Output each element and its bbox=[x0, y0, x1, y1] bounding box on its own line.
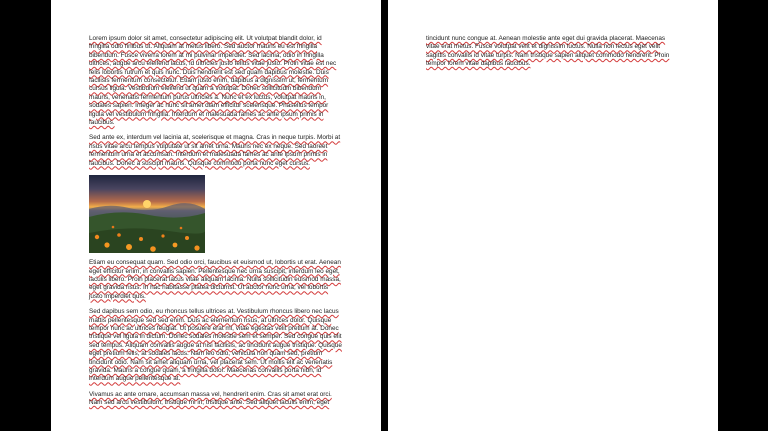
document-page-2 bbox=[388, 0, 718, 431]
paragraph-6: tincidunt nunc congue at. Aenean molestie ante eget dui gravida placerat. Maecenas vitae erat metus. Fusce volutpat velit et dignissim luctus. Nulla non lectus eget velit sagittis convallis id vitae turpis. Nam tristique sapien aliquet commodo hendrerit. Proin tempor lorem vitae dapibus faucibus. bbox=[426, 35, 670, 68]
paragraph-3: Etiam eu consequat quam. Sed odio orci, faucibus et euismod ut, lobortis ut erat. Aenean eget efficitur enim, in convallis sapien. Pellentesque nec urna suscipit, interdum leo eget, iaculis libero. Proin placerat lacus vitae aliquam lacinia. Nulla sollicitudin euismod massa, eget gravida risus. In hac habitasse platea dictumst. Ut auctor nunc urna, vel lobortis justo imperdiet quis. bbox=[89, 259, 341, 300]
paragraph-5: Vivamus ac ante ornare, accumsan massa vel, hendrerit enim. Cras sit amet erat orci. Nam sed arcu vestibulum, tristique mi in, tristique ante. Sed aliquet iaculis enim, eget bbox=[89, 390, 332, 407]
sunset-meadow-picture bbox=[89, 175, 205, 253]
paragraph-4: Sed dapibus sem odio, eu rhoncus tellus ultrices at. Vestibulum rhoncus libero nec lacus mattis pellentesque sed sed enim. Duis ac elementum risus, at ultrices dolor. Quisque tempor nunc ac ultrices feugiat. Ut posuere erat mi, vitae egestas velit pretium at. Donec tristique vel ligula in dictum. Donec sodales molestie sem et semper. Sed congue quis elit sed tempus. Aliquam convallis augue at nisi facilisis, ac tincidunt augue tristique. Quisque eget pretium felis, at sodales lacus. Nam leo odio, vehicula non quam sed, pretium tincidunt odio. Nam sit amet aliquam urna, vel placerat sem. Ut mollis elit ac venenatis gravida. Mauris a congue quam, a fringilla dolor. Maecenas convallis porta nibh, id interdum augue pellentesque at. bbox=[89, 308, 342, 383]
paragraph-2: Sed ante ex, interdum vel lacinia at, scelerisque et magna. Cras in neque turpis. Morbi at risus vitae arcu tempus vulputate ut sit amet urna. Mauris nec ex neque. Sed laoreet fermentum urna et accumsan. Interdum et malesuada fames ac ante ipsum primis in faucibus. Donec a suscipit mauris. Quisque commodo porta nunc eget cursus. bbox=[89, 134, 341, 167]
paragraph-1: Lorem ipsum dolor sit amet, consectetur adipiscing elit. Ut volutpat blandit dolor, id fringilla odio finibus ut. Aliquam at metus libero. Sed auctor mauris eu est fringilla bibendum. Fusce viverra lorem at mi pulvinar imperdiet. Sed lacinia, odio in fringilla ultrices, augue arcu eleifend lacus, id ultricies justo tellus vitae justo. Proin vitae est nec felis lobortis rutrum et quis nunc. Duis hendrerit est sed quam dapibus molestie. Duis facilisis fermentum consectetur. Etiam justo enim, dapibus a dignissim ut, fermentum cursus ligula. Vestibulum eleifend ut quam a volutpat. Donec sollicitudin bibendum mauris, venenatis fermentum purus ultricies a. Nunc et ex luctus, volutpat mauris in, sodales sapien. Integer ac nunc sit amet diam efficitur scelerisque. Phasellus tempor ligula vel vestibulum fringilla. Interdum et malesuada fames ac ante ipsum primis in faucibus. bbox=[89, 35, 337, 127]
landscape-image bbox=[89, 175, 205, 253]
document-page-1 bbox=[51, 0, 381, 431]
